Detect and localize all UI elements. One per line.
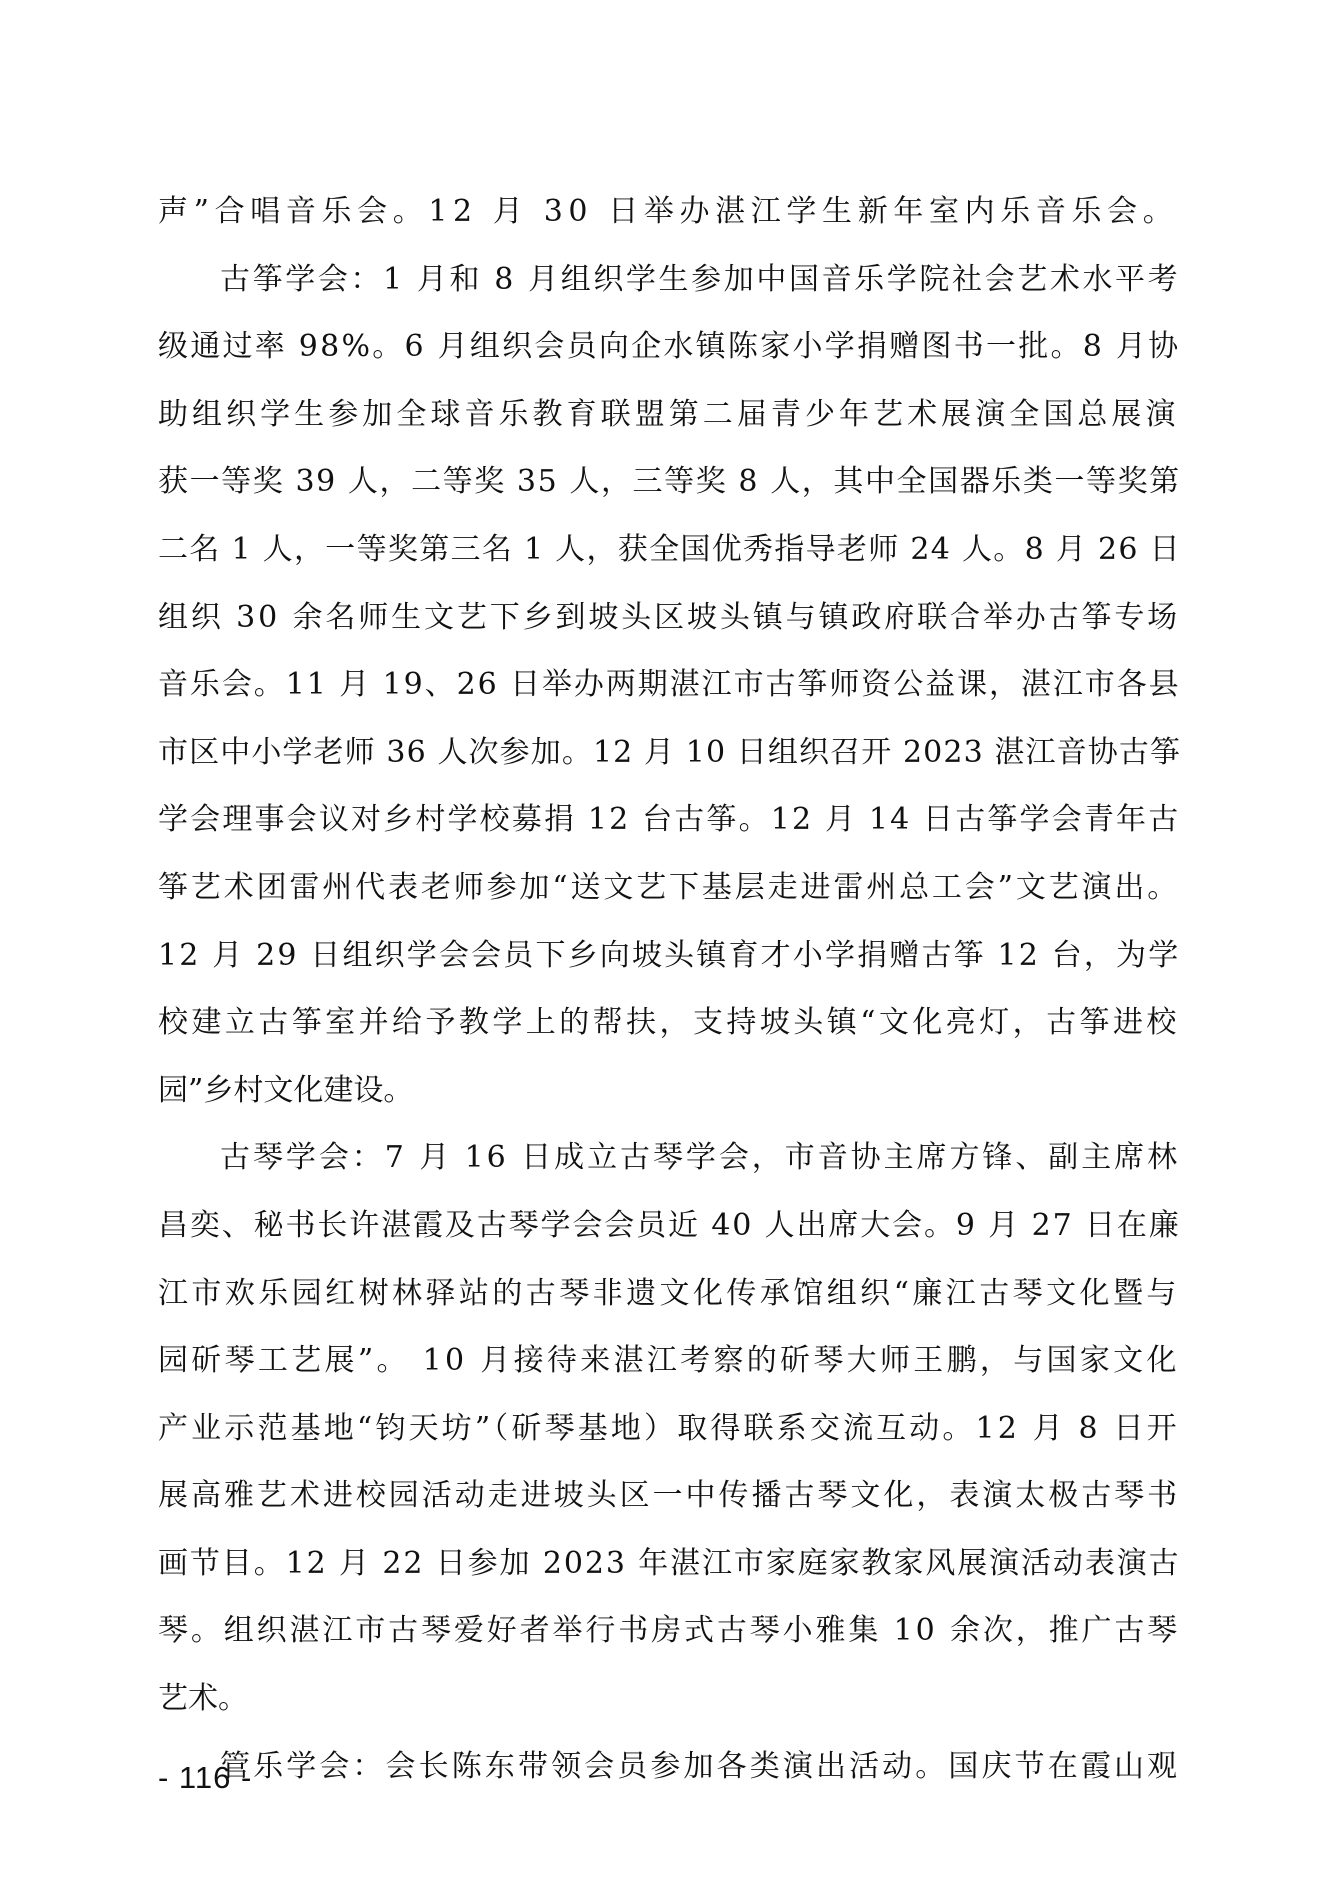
text-line: 产业示范基地“钧天坊”（斫琴基地）取得联系交流互动。12 月 8 日开 [158,1410,1180,1446]
text-line: 展高雅艺术进校园活动走进坡头区一中传播古琴文化，表演太极古琴书 [158,1478,1181,1514]
text-line: 古筝学会：1 月和 8 月组织学生参加中国音乐学院社会艺术水平考 [220,261,1181,297]
text-line: 古琴学会：7 月 16 日成立古琴学会，市音协主席方锋、副主席林 [220,1140,1181,1176]
text-line: 艺术。 [158,1681,248,1717]
text-line: 昌奕、秘书长许湛霞及古琴学会会员近 40 人出席大会。9 月 27 日在廉 [158,1207,1181,1243]
body-text [158,178,1182,1800]
text-line: 画节目。12 月 22 日参加 2023 年湛江市家庭家教家风展演活动表演古 [158,1545,1181,1581]
text-line: 筝艺术团雷州代表老师参加“送文艺下基层走进雷州总工会”文艺演出。 [158,869,1181,905]
text-line: 级通过率 98%。6 月组织会员向企水镇陈家小学捐赠图书一批。8 月协 [158,329,1181,365]
text-line: 江市欢乐园红树林驿站的古琴非遗文化传承馆组织“廉江古琴文化暨与 [158,1275,1180,1311]
text-line: 获一等奖 39 人，二等奖 35 人，三等奖 8 人，其中全国器乐类一等奖第 [158,464,1181,500]
text-line: 声”合唱音乐会。12 月 30 日举办湛江学生新年室内乐音乐会。 [158,194,1179,229]
text-line: 助组织学生参加全球音乐教育联盟第二届青少年艺术展演全国总展演 [158,396,1180,432]
text-line: 琴。组织湛江市古琴爱好者举行书房式古琴小雅集 10 余次，推广古琴 [158,1613,1181,1649]
text-line: 组织 30 余名师生文艺下乡到坡头区坡头镇与镇政府联合举办古筝专场 [158,599,1181,635]
text-line: 管乐学会：会长陈东带领会员参加各类演出活动。国庆节在霞山观 [220,1748,1181,1784]
text-line: 园”乡村文化建设。 [158,1072,414,1108]
text-line: 校建立古筝室并给予教学上的帮扶，支持坡头镇“文化亮灯，古筝进校 [158,1005,1180,1041]
text-line: 二名 1 人，一等奖第三名 1 人，获全国优秀指导老师 24 人。8 月 26 日 [158,531,1181,567]
text-line: 园斫琴工艺展”。 10 月接待来湛江考察的斫琴大师王鹏，与国家文化 [158,1343,1180,1379]
page-number: - 116 - [158,1760,253,1795]
text-line: 12 月 29 日组织学会会员下乡向坡头镇育才小学捐赠古筝 12 台，为学 [158,937,1181,973]
text-line: 市区中小学老师 36 人次参加。12 月 10 日组织召开 2023 湛江音协古筝 [158,734,1182,770]
text-line: 学会理事会议对乡村学校募捐 12 台古筝。12 月 14 日古筝学会青年古 [158,802,1181,838]
text-line: 音乐会。11 月 19、26 日举办两期湛江市古筝师资公益课，湛江市各县 [158,667,1181,703]
